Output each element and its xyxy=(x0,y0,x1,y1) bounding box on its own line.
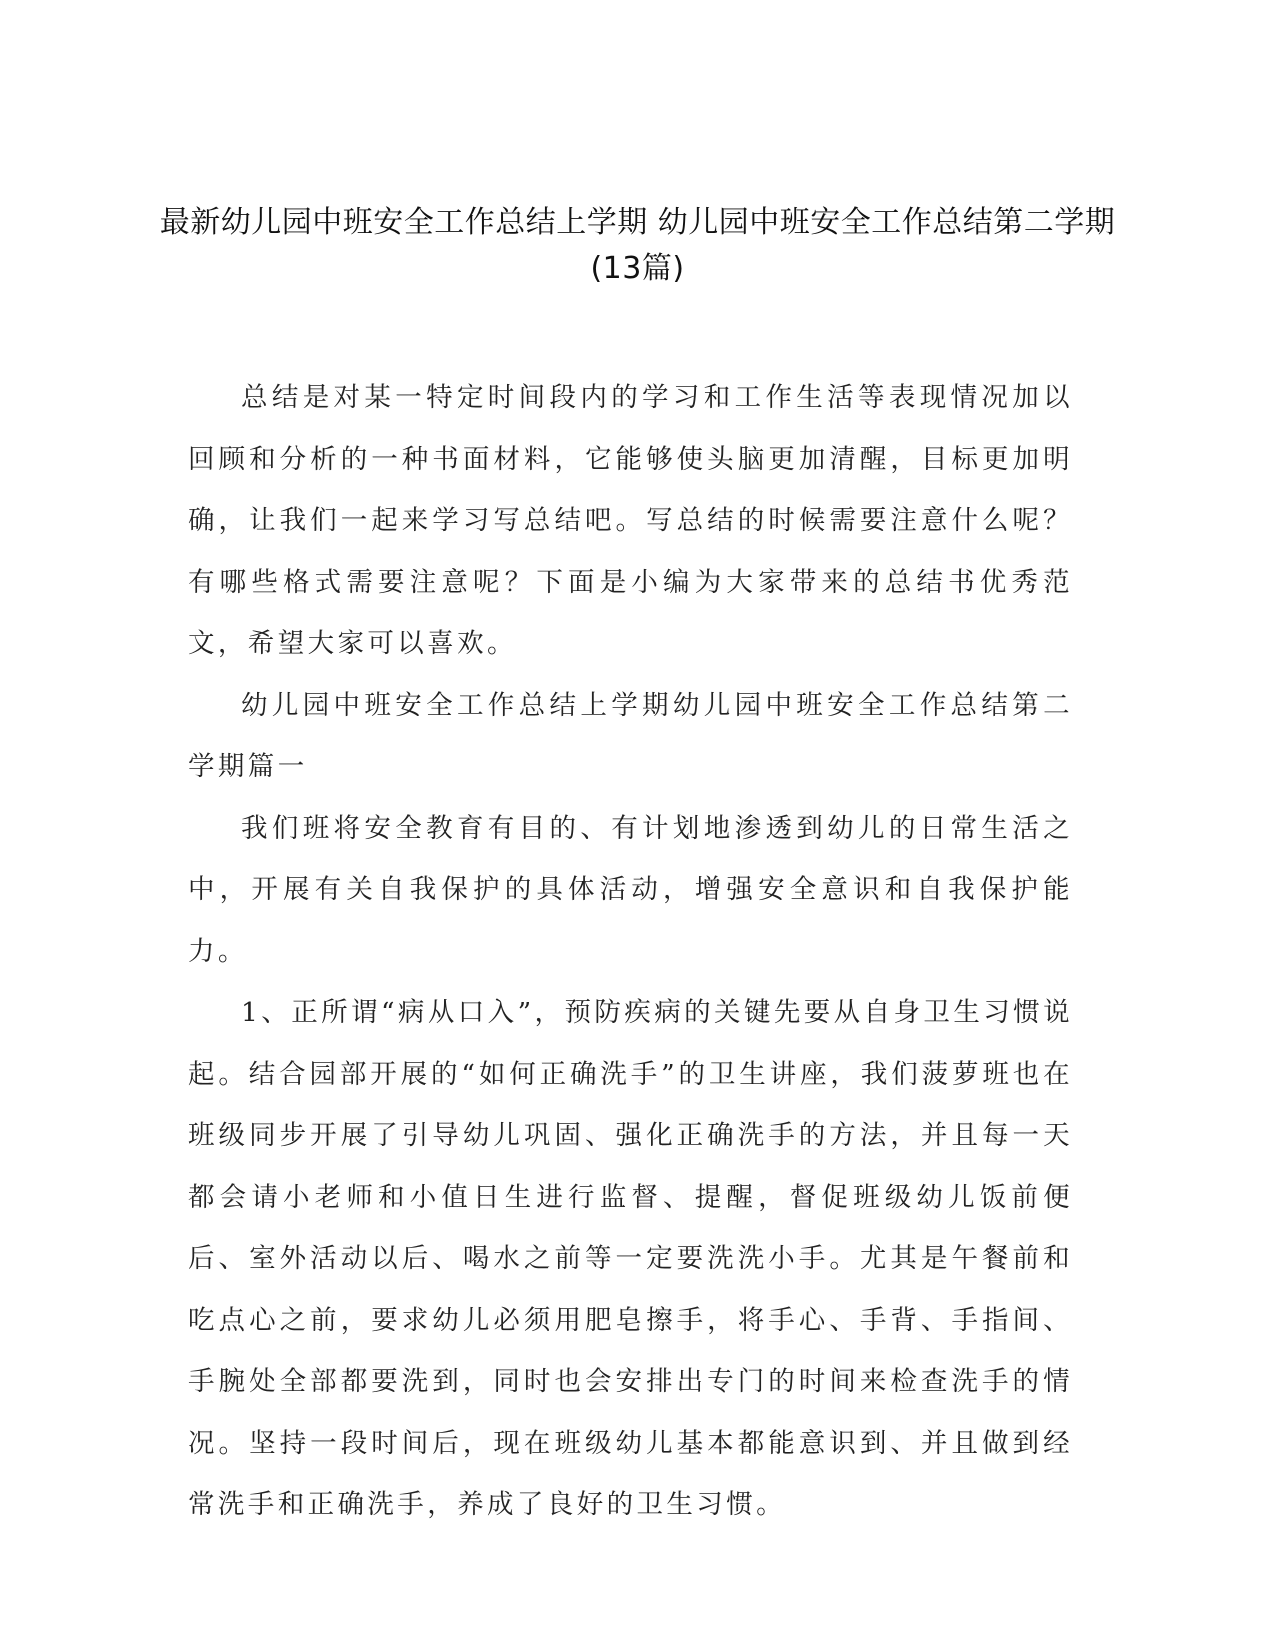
body-paragraph: 我们班将安全教育有目的、有计划地渗透到幼儿的日常生活之中，开展有关自我保护的具体活动，增强安全意识和自我保护能力。 xyxy=(188,812,1073,967)
section-heading-paragraph: 幼儿园中班安全工作总结上学期幼儿园中班安全工作总结第二学期篇一 xyxy=(188,689,1073,782)
body-paragraph: 1、正所谓“病从口入”，预防疾病的关键先要从自身卫生习惯说起。结合园部开展的“如何正确洗手”的卫生讲座，我们菠萝班也在班级同步开展了引导幼儿巩固、强化正确洗手的方法，并且每一天都会请小老师和小值日生进行监督、提醒，督促班级幼儿饭前便后、室外活动以后、喝水之前等一定要洗洗小手。尤其是午餐前和吃点心之前，要求幼儿必须用肥皂擦手，将手心、手背、手指间、手腕处全部都要洗到，同时也会安排出专门的时间来检查洗手的情况。坚持一段时间后，现在班级幼儿基本都能意识到、并且做到经常洗手和正确洗手，养成了良好的卫生习惯。 xyxy=(188,997,1073,1520)
document-body xyxy=(188,367,1073,1536)
intro-paragraph: 总结是对某一特定时间段内的学习和工作生活等表现情况加以回顾和分析的一种书面材料，它能够使头脑更加清醒，目标更加明确，让我们一起来学习写总结吧。写总结的时候需要注意什么呢？有哪些格式需要注意呢？下面是小编为大家带来的总结书优秀范文，希望大家可以喜欢。 xyxy=(188,382,1073,659)
document-title: 最新幼儿园中班安全工作总结上学期 幼儿园中班安全工作总结第二学期(13篇) xyxy=(159,205,1116,286)
